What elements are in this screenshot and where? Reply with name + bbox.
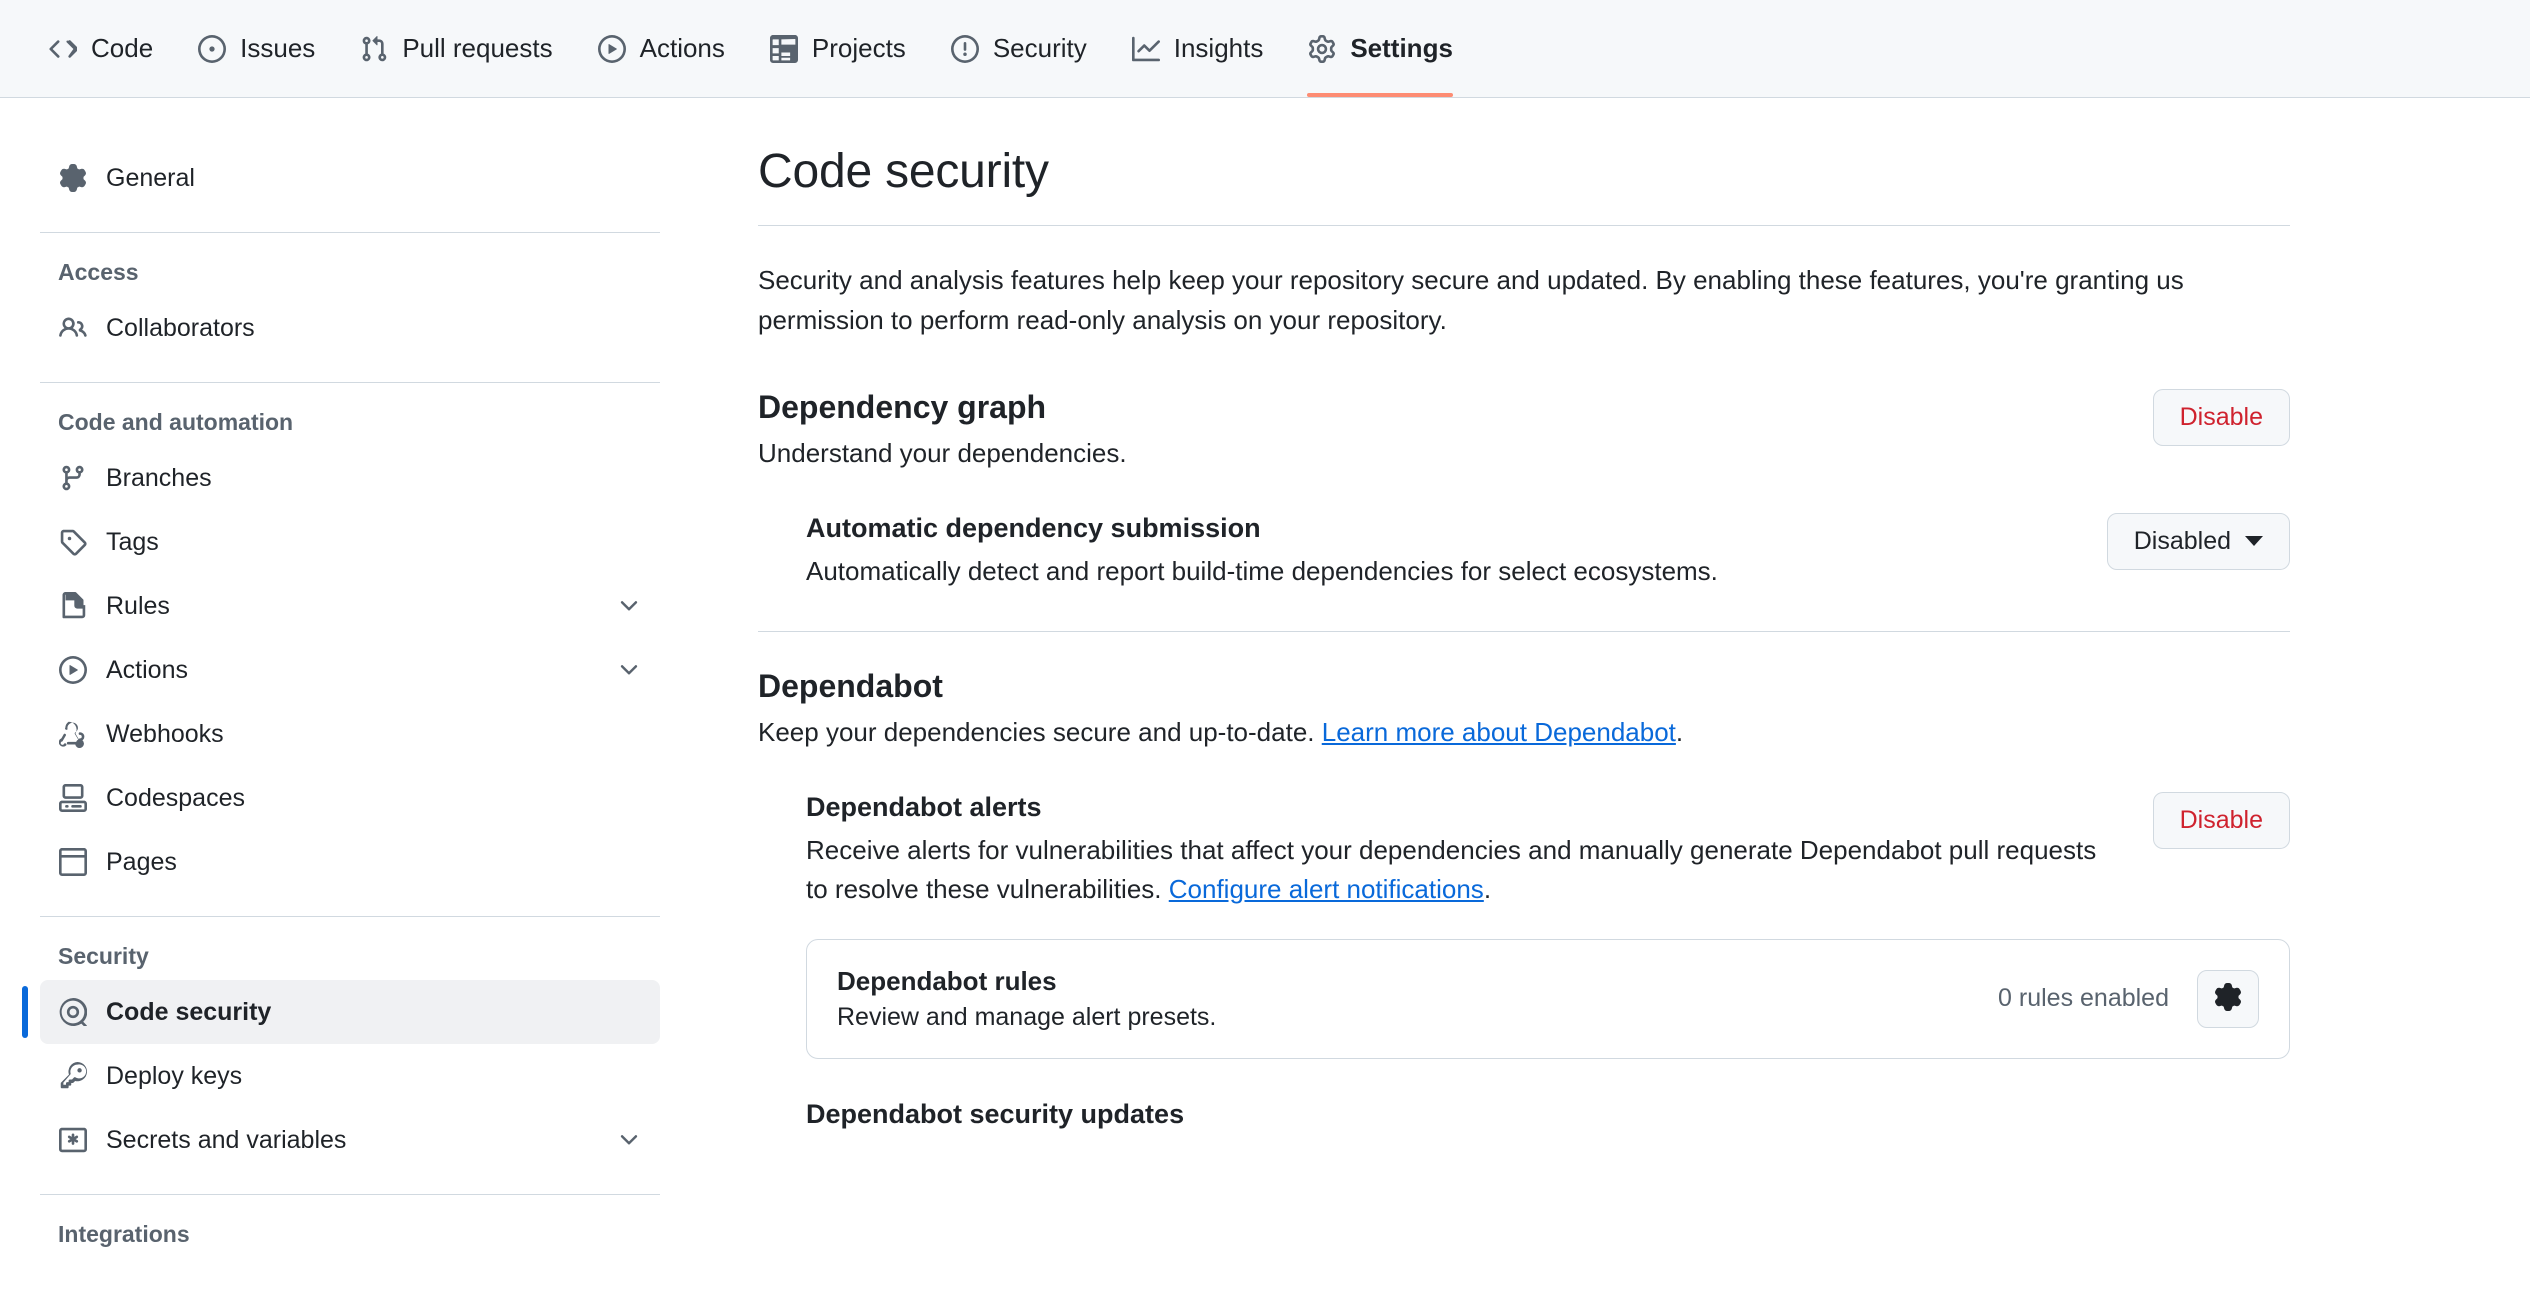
settings-page bbox=[0, 98, 2530, 1258]
automatic-dependency-submission-section bbox=[806, 513, 2290, 591]
nav-tab-pull-requests-label: Pull requests bbox=[402, 33, 553, 63]
configure-alert-notifications-link[interactable]: Configure alert notifications bbox=[1168, 873, 1484, 904]
chevron-down-icon[interactable] bbox=[616, 1127, 642, 1153]
sidebar-group-code-automation-title: Code and automation bbox=[58, 409, 294, 435]
dependabot-security-updates-section bbox=[806, 1099, 2290, 1138]
sidebar-item-general-label: General bbox=[106, 163, 195, 192]
dependency-graph-disable-button[interactable]: Disable bbox=[2153, 389, 2290, 446]
codescan-icon bbox=[58, 997, 88, 1027]
sidebar-item-code-security[interactable] bbox=[40, 980, 660, 1044]
dependabot-alerts-title: Dependabot alerts bbox=[806, 791, 1042, 822]
nav-tab-settings[interactable] bbox=[1285, 0, 1475, 97]
sidebar-group-integrations-title: Integrations bbox=[58, 1221, 190, 1247]
sidebar-item-actions-label: Actions bbox=[106, 655, 188, 684]
sidebar-divider bbox=[40, 382, 660, 383]
gear-icon bbox=[2214, 983, 2242, 1014]
key-icon bbox=[58, 1061, 88, 1091]
automatic-dependency-submission-text bbox=[806, 513, 1718, 591]
dependabot-rules-text bbox=[837, 966, 1216, 1032]
nav-tab-issues-label: Issues bbox=[240, 33, 316, 63]
play-icon bbox=[597, 34, 627, 64]
browser-icon bbox=[58, 847, 88, 877]
repo-nav-items bbox=[26, 0, 1475, 97]
dependabot-rules-actions bbox=[1998, 970, 2259, 1028]
sidebar-item-deploy-keys[interactable] bbox=[40, 1044, 660, 1108]
tag-icon bbox=[58, 527, 88, 557]
automatic-dependency-submission-select[interactable] bbox=[2107, 513, 2290, 570]
sidebar-item-secrets-and-variables[interactable] bbox=[40, 1108, 660, 1172]
sidebar-item-branches-label: Branches bbox=[106, 463, 212, 492]
dependency-graph-section bbox=[758, 389, 2290, 473]
sidebar-item-deploy-keys-label: Deploy keys bbox=[106, 1061, 243, 1090]
repo-navigation-bar bbox=[0, 0, 2530, 98]
dependabot-alerts-description bbox=[806, 831, 2113, 909]
automatic-dependency-submission-description: Automatically detect and report build-time dependencies for select ecosystems. bbox=[806, 555, 1718, 586]
sidebar-divider bbox=[40, 916, 660, 917]
issue-opened-icon bbox=[197, 34, 227, 64]
sidebar-item-general[interactable] bbox=[40, 146, 660, 210]
dependabot-rules-card bbox=[806, 939, 2290, 1059]
sidebar-item-codespaces-label: Codespaces bbox=[106, 783, 245, 812]
nav-tab-issues[interactable] bbox=[175, 0, 337, 97]
chevron-down-icon[interactable] bbox=[616, 657, 642, 683]
sidebar-item-tags[interactable] bbox=[40, 510, 660, 574]
dependency-graph-title: Dependency graph bbox=[758, 388, 1047, 425]
nav-tab-actions[interactable] bbox=[575, 0, 747, 97]
dependabot-rules-description: Review and manage alert presets. bbox=[837, 1002, 1217, 1031]
sidebar-item-branches[interactable] bbox=[40, 446, 660, 510]
nav-tab-code-label: Code bbox=[91, 33, 154, 63]
git-pull-request-icon bbox=[359, 34, 389, 64]
play-icon bbox=[58, 655, 88, 685]
asterisk-icon bbox=[58, 1125, 88, 1155]
dependabot-alerts-text bbox=[806, 792, 2113, 909]
dependency-graph-description: Understand your dependencies. bbox=[758, 437, 1127, 468]
sidebar-item-collaborators-label: Collaborators bbox=[106, 313, 255, 342]
chevron-down-icon[interactable] bbox=[616, 593, 642, 619]
page-title-divider bbox=[758, 225, 2290, 226]
dependabot-alerts-description-text: Receive alerts for vulnerabilities that affect your dependencies and manually generate Dependabot pull requests to resolve these vulnerabilities. bbox=[806, 834, 2097, 904]
sidebar-divider bbox=[40, 232, 660, 233]
sidebar-item-pages-label: Pages bbox=[106, 847, 177, 876]
dependabot-rules-title: Dependabot rules bbox=[837, 965, 1057, 996]
automatic-dependency-submission-select-value: Disabled bbox=[2133, 526, 2231, 555]
dependabot-rules-settings-button[interactable] bbox=[2197, 970, 2259, 1028]
dependabot-security-updates-text bbox=[806, 1099, 1184, 1138]
nav-tab-actions-label: Actions bbox=[639, 33, 725, 63]
webhook-icon bbox=[58, 719, 88, 749]
dependabot-section-divider bbox=[758, 631, 2290, 632]
codespaces-icon bbox=[58, 783, 88, 813]
nav-tab-projects-label: Projects bbox=[811, 33, 906, 63]
sidebar-item-rules[interactable] bbox=[40, 574, 660, 638]
shield-icon bbox=[950, 34, 980, 64]
gear-icon bbox=[58, 163, 88, 193]
sidebar-item-webhooks[interactable] bbox=[40, 702, 660, 766]
code-security-intro-text: Security and analysis features help keep your repository secure and updated. By enabling these features, you're granting us permission to perform read-only analysis on your repository. bbox=[758, 265, 2184, 336]
chevron-down-icon bbox=[2245, 536, 2263, 546]
nav-tab-security-label: Security bbox=[992, 33, 1087, 63]
nav-tab-settings-label: Settings bbox=[1350, 33, 1453, 63]
dependabot-section bbox=[758, 668, 2290, 752]
sidebar-group-access-title: Access bbox=[58, 259, 139, 285]
dependabot-description bbox=[758, 713, 2290, 752]
sidebar-item-tags-label: Tags bbox=[106, 527, 159, 556]
code-icon bbox=[48, 34, 78, 64]
sidebar-item-rules-label: Rules bbox=[106, 591, 170, 620]
rules-icon bbox=[58, 591, 88, 621]
settings-main-content bbox=[700, 98, 2530, 1258]
dependabot-alerts-section bbox=[806, 792, 2290, 909]
graph-icon bbox=[1131, 34, 1161, 64]
dependabot-description-text: Keep your dependencies secure and up-to-date. bbox=[758, 716, 1322, 747]
nav-tab-security[interactable] bbox=[928, 0, 1109, 97]
dependabot-security-updates-title: Dependabot security updates bbox=[806, 1098, 1185, 1129]
nav-tab-projects[interactable] bbox=[747, 0, 928, 97]
sidebar-item-pages[interactable] bbox=[40, 830, 660, 894]
nav-tab-pull-requests[interactable] bbox=[337, 0, 574, 97]
sidebar-divider bbox=[40, 1194, 660, 1195]
sidebar-item-webhooks-label: Webhooks bbox=[106, 719, 224, 748]
dependabot-alerts-disable-button[interactable]: Disable bbox=[2153, 792, 2290, 849]
sidebar-item-collaborators[interactable] bbox=[40, 296, 660, 360]
learn-more-about-dependabot-link[interactable]: Learn more about Dependabot bbox=[1321, 716, 1676, 747]
sidebar-item-codespaces[interactable] bbox=[40, 766, 660, 830]
people-icon bbox=[58, 313, 88, 343]
dependabot-description-period: . bbox=[1675, 716, 1684, 747]
sidebar-group-security-title: Security bbox=[58, 943, 149, 969]
sidebar-item-secrets-and-variables-label: Secrets and variables bbox=[106, 1125, 347, 1154]
nav-tab-insights-label: Insights bbox=[1173, 33, 1264, 63]
automatic-dependency-submission-title: Automatic dependency submission bbox=[806, 512, 1261, 543]
dependabot-title: Dependabot bbox=[758, 667, 943, 704]
sidebar-item-code-security-label: Code security bbox=[106, 997, 272, 1026]
dependabot-rules-status: 0 rules enabled bbox=[1998, 984, 2169, 1013]
settings-sidebar bbox=[0, 98, 700, 1258]
dependabot-alerts-description-period: . bbox=[1483, 873, 1492, 904]
nav-tab-insights[interactable] bbox=[1109, 0, 1286, 97]
gear-icon bbox=[1307, 34, 1337, 64]
dependency-graph-text bbox=[758, 389, 1127, 473]
git-branch-icon bbox=[58, 463, 88, 493]
table-icon bbox=[769, 34, 799, 64]
sidebar-item-actions[interactable] bbox=[40, 638, 660, 702]
page-title: Code security bbox=[758, 145, 1049, 198]
nav-tab-code[interactable] bbox=[26, 0, 175, 97]
